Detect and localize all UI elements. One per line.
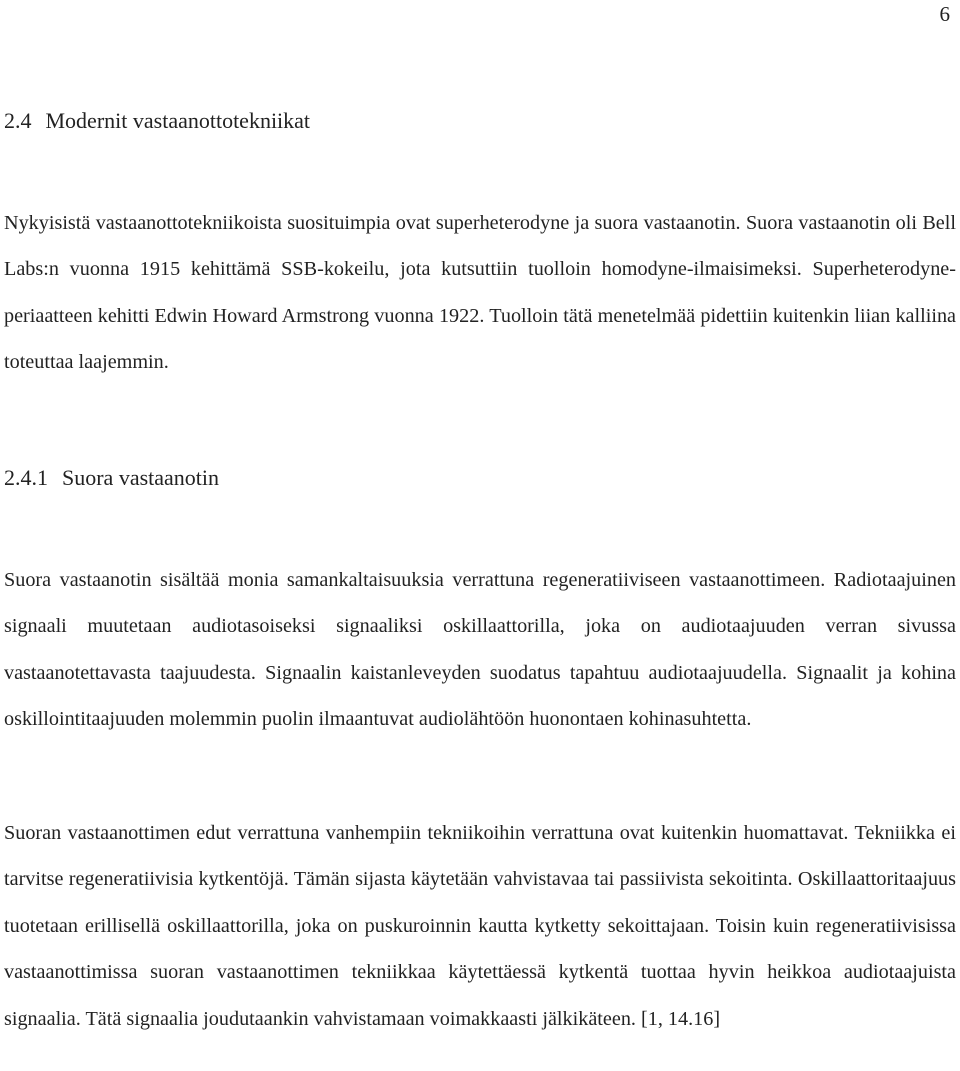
section-title: Modernit vastaanottotekniikat xyxy=(45,108,311,133)
subsection-number: 2.4.1 xyxy=(4,465,48,490)
section-paragraph: Nykyisistä vastaanottotekniikoista suosituimpia ovat superheterodyne ja suora vastaanotin. Suora vastaanotin oli Bell Labs:n vuonna 1915 kehittämä SSB-kokeilu, jota kutsuttiin tuolloin homodyne-ilmaisimeksi. Superheterodyne-periaatteen kehitti Edwin Howard Armstrong vuonna 1922. Tuolloin tätä menetelmää pidettiin kuitenkin liian kalliina toteuttaa laajemmin. xyxy=(4,212,956,374)
subsection-paragraph: Suora vastaanotin sisältää monia samankaltaisuuksia verrattuna regeneratiiviseen vastaanottimeen. Radiotaajuinen signaali muutetaan audiotasoiseksi signaaliksi oskillaattorilla, joka on audiotaajuuden verran sivussa vastaanotettavasta taajuudesta. Signaalin kaistanleveyden suodatus tapahtuu audiotaajuudella. Signaalit ja kohina oskillointitaajuuden molemmin puolin ilmaantuvat audiolähtöön huonontaen kohinasuhtetta. xyxy=(4,569,956,731)
subsection-heading xyxy=(4,465,219,491)
page-number: 6 xyxy=(939,2,950,26)
subsection-paragraph: Suoran vastaanottimen edut verrattuna vanhempiin tekniikoihin verrattuna ovat kuitenkin huomattavat. Tekniikka ei tarvitse regeneratiivisia kytkentöjä. Tämän sijasta käytetään vahvistavaa tai passiivista sekoitinta. Oskillaattoritaajuus tuotetaan erillisellä oskillaattorilla, joka on puskuroinnin kautta kytketty sekoittajaan. Toisin kuin regeneratiivisissa vastaanottimissa suoran vastaanottimen tekniikkaa käytettäessä kytkentä tuottaa hyvin heikkoa audiotaajuista signaalia. Tätä signaalia joudutaankin vahvistamaan voimakkaasti jälkikäteen. [1, 14.16] xyxy=(4,822,956,1030)
section-number: 2.4 xyxy=(4,108,32,133)
subsection-title: Suora vastaanotin xyxy=(62,465,220,490)
section-heading xyxy=(4,108,310,134)
